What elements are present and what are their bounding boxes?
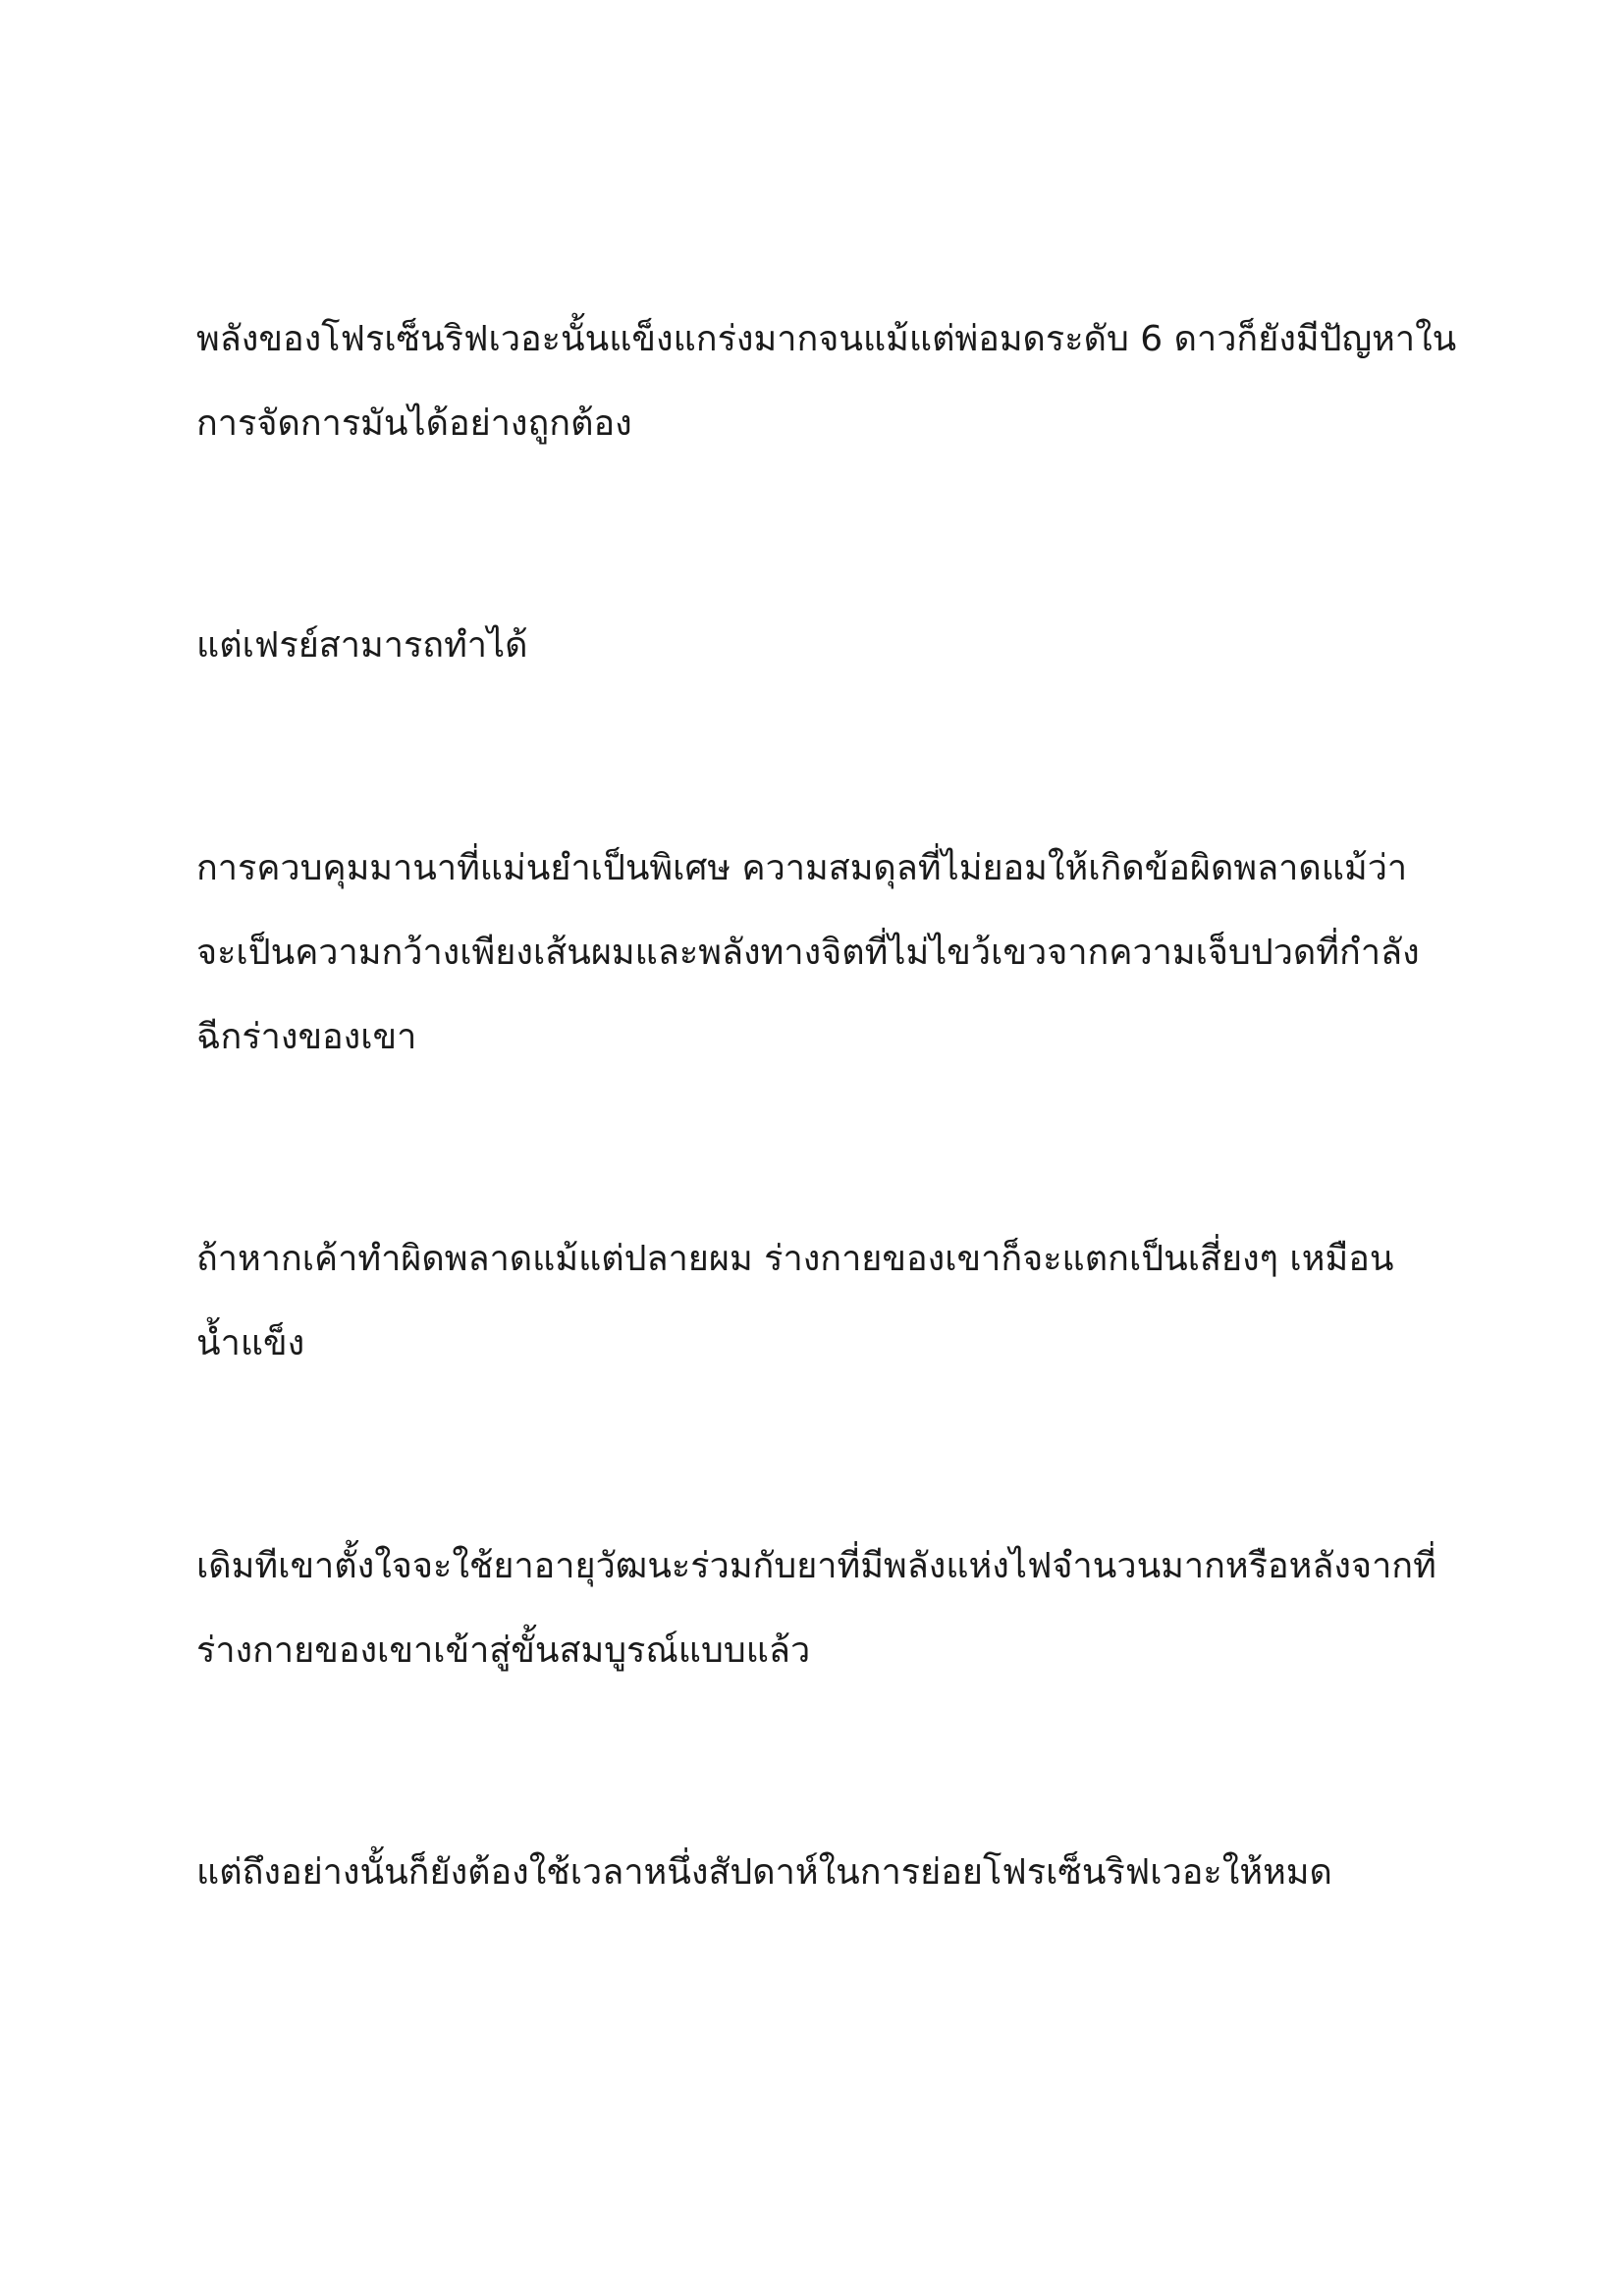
paragraph-line: เดิมทีเขาตั้งใจจะใช้ยาอายุวัฒนะร่วมกับยาที่มีพลังแห่งไฟจำนวนมากหรือหลังจากที่ <box>196 1546 1436 1586</box>
paragraph-line: จะเป็นความกว้างเพียงเส้นผมและพลังทางจิตที่ไม่ไขว้เขวจากความเจ็บปวดที่กำลัง <box>196 933 1420 973</box>
paragraph-line: การควบคุมมานาที่แม่นยำเป็นพิเศษ ความสมดุลที่ไม่ยอมให้เกิดข้อผิดพลาดแม้ว่า <box>196 848 1408 888</box>
paragraph-line: พลังของโฟรเซ็นริฟเวอะนั้นแข็งแกร่งมากจนแม้แต่พ่อมดระดับ 6 ดาวก็ยังมีปัญหาใน <box>196 319 1457 359</box>
paragraph-3 <box>196 827 1463 1080</box>
paragraph-line: การจัดการมันได้อย่างถูกต้อง <box>196 403 632 444</box>
paragraph-1 <box>196 297 1463 466</box>
paragraph-4 <box>196 1217 1463 1386</box>
paragraph-line: น้ำแข็ง <box>196 1323 305 1363</box>
paragraph-line: ร่างกายของเขาเข้าสู่ขั้นสมบูรณ์แบบแล้ว <box>196 1630 811 1671</box>
paragraph-5 <box>196 1524 1463 1693</box>
paragraph-2 <box>196 604 1463 688</box>
paragraph-line: แต่เฟรย์สามารถทำได้ <box>196 625 528 666</box>
paragraph-line: ฉีกร่างของเขา <box>196 1017 417 1057</box>
paragraph-line: แต่ถึงอย่างนั้นก็ยังต้องใช้เวลาหนึ่งสัปดาห์ในการย่อยโฟรเซ็นริฟเวอะให้หมด <box>196 1852 1332 1893</box>
paragraph-6 <box>196 1831 1463 1915</box>
paragraph-line: ถ้าหากเค้าทำผิดพลาดแม้แต่ปลายผม ร่างกายของเขาก็จะแตกเป็นเสี่ยงๆ เหมือน <box>196 1239 1394 1279</box>
